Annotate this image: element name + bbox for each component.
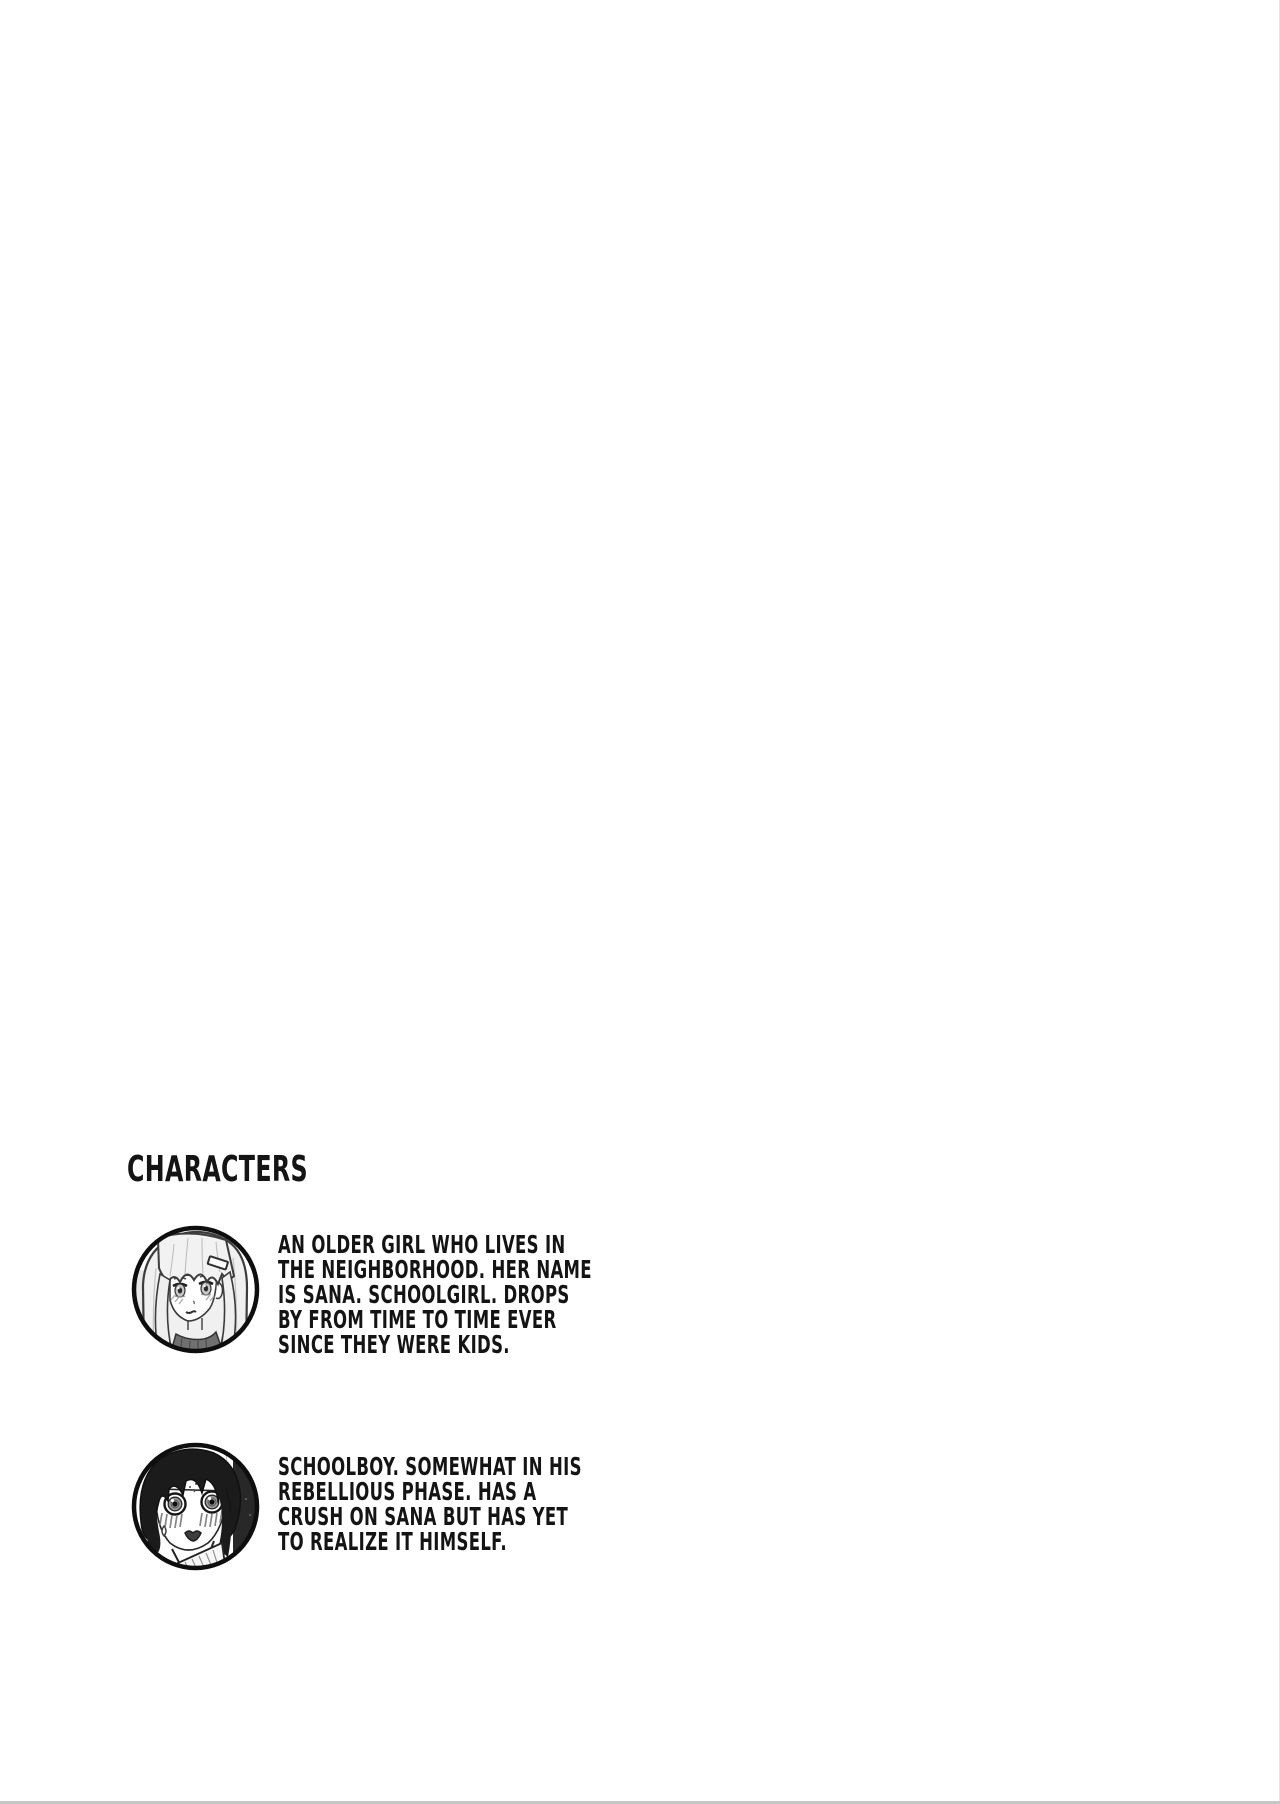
description-line: CRUSH ON SANA BUT HAS YET xyxy=(278,1502,569,1531)
sana-portrait xyxy=(130,1224,261,1355)
description-line: AN OLDER GIRL WHO LIVES IN xyxy=(278,1230,566,1259)
boy-portrait-icon xyxy=(130,1441,261,1572)
sana-description xyxy=(278,1232,592,1357)
description-line: BY FROM TIME TO TIME EVER xyxy=(278,1305,557,1334)
girl-portrait-icon xyxy=(130,1224,261,1355)
page-title: CHARACTERS xyxy=(127,1149,308,1190)
description-line: REBELLIOUS PHASE. HAS A xyxy=(278,1477,537,1506)
schoolboy-description xyxy=(278,1454,582,1554)
description-line: SINCE THEY WERE KIDS. xyxy=(278,1330,510,1359)
description-line: SCHOOLBOY. SOMEWHAT IN HIS xyxy=(278,1452,582,1481)
description-line: IS SANA. SCHOOLGIRL. DROPS xyxy=(278,1280,570,1309)
schoolboy-portrait xyxy=(130,1441,261,1572)
description-line: TO REALIZE IT HIMSELF. xyxy=(278,1527,507,1556)
description-line: THE NEIGHBORHOOD. HER NAME xyxy=(278,1255,592,1284)
